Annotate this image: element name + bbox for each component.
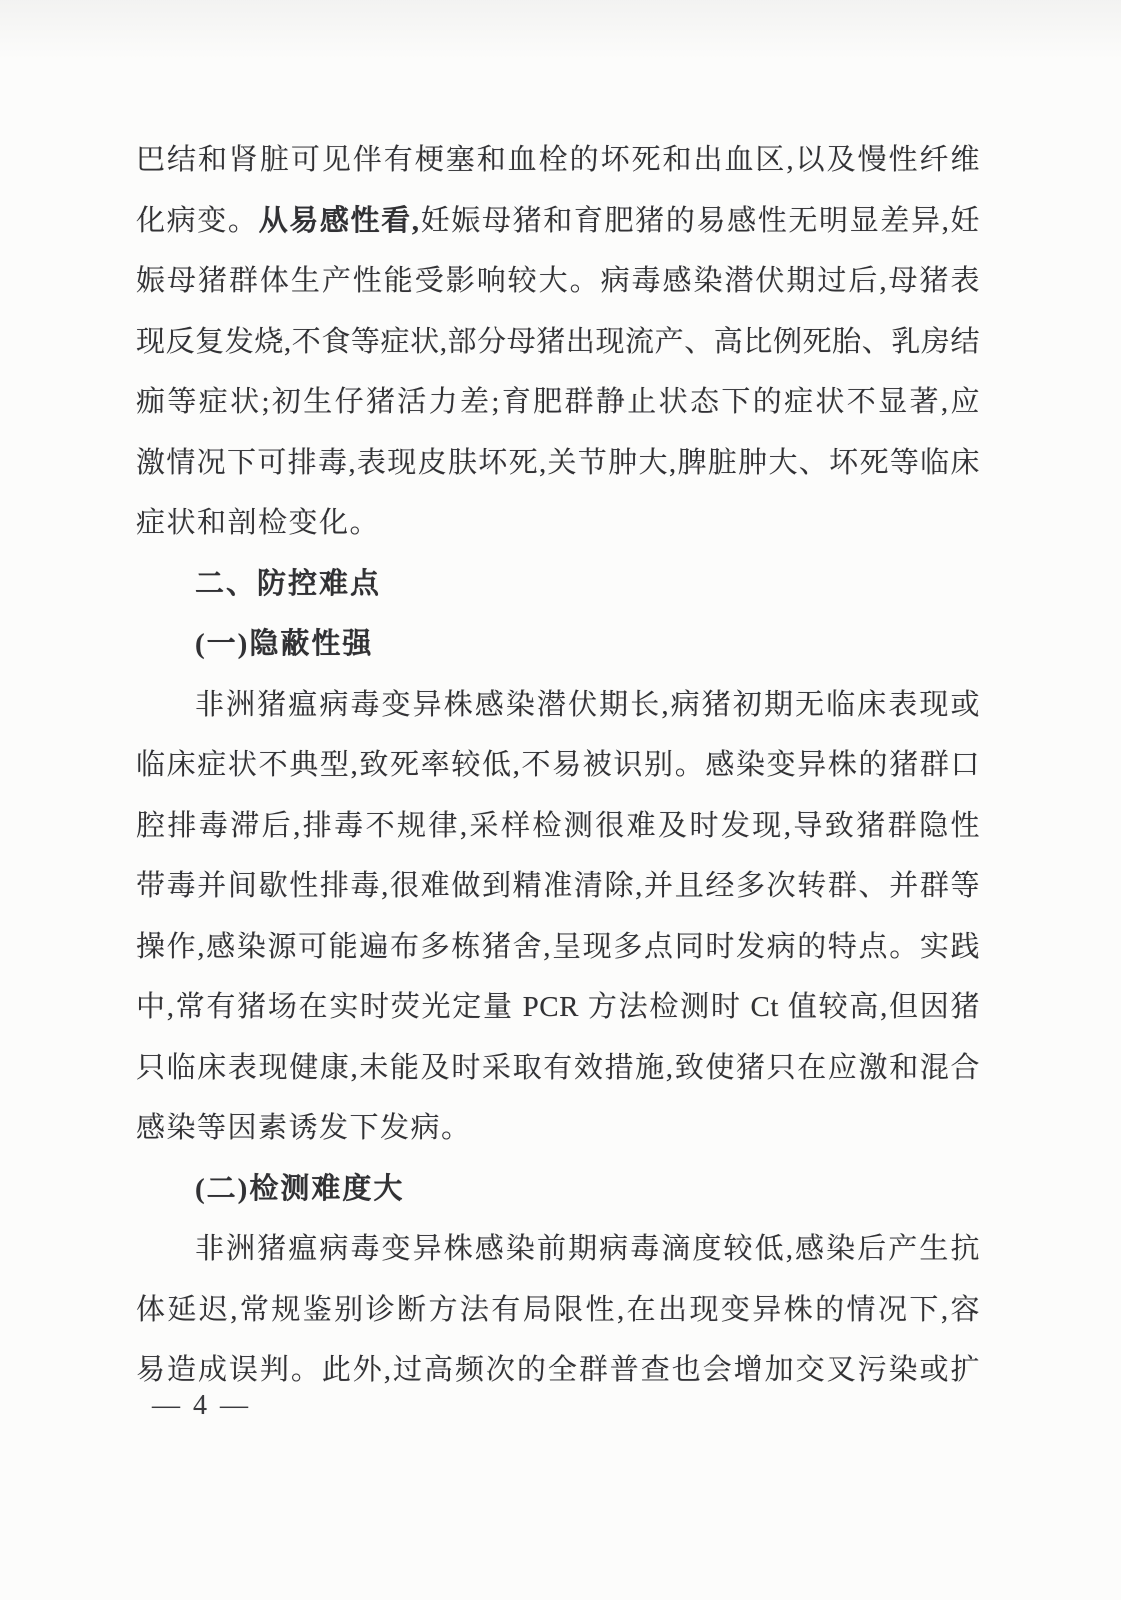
text-segment: 妊娠母猪和育肥猪的易感性无明显差异,妊: [419, 204, 980, 237]
text-line: [136, 493, 980, 554]
text-segment: 腔排毒滞后,排毒不规律,采样检测很难及时发现,导致猪群隐性: [136, 809, 980, 842]
text-line: [136, 130, 980, 191]
text-line: [136, 977, 980, 1038]
text-segment: 激情况下可排毒,表现皮肤坏死,关节肿大,脾脏肿大、坏死等临床: [136, 446, 980, 479]
text-line: [136, 675, 980, 736]
section-heading: [136, 554, 980, 615]
text-line: [136, 251, 980, 312]
text-segment: 非洲猪瘟病毒变异株感染潜伏期长,病猪初期无临床表现或: [195, 688, 980, 721]
text-segment: 娠母猪群体生产性能受影响较大。病毒感染潜伏期过后,母猪表: [136, 265, 980, 297]
page-number: — 4 —: [152, 1390, 251, 1421]
text-segment: 中,常有猪场在实时荧光定量 PCR 方法检测时 Ct 值较高,但因猪: [136, 991, 980, 1023]
text-segment: 体延迟,常规鉴别诊断方法有局限性,在出现变异株的情况下,容: [136, 1293, 980, 1326]
text-segment: (二)检测难度大: [195, 1172, 405, 1205]
text-segment: 二、防控难点: [195, 567, 382, 600]
text-line: [136, 856, 980, 917]
text-line: [136, 433, 980, 494]
text-line: [136, 1098, 980, 1159]
text-segment: 非洲猪瘟病毒变异株感染前期病毒滴度较低,感染后产生抗: [195, 1233, 980, 1265]
text-line: [136, 796, 980, 857]
text-segment: 操作,感染源可能遍布多栋猪舍,呈现多点同时发病的特点。实践: [136, 930, 980, 963]
text-line: [136, 1280, 980, 1341]
text-line: [136, 1038, 980, 1099]
text-segment: 巴结和肾脏可见伴有梗塞和血栓的坏死和出血区,以及慢性纤维: [136, 144, 980, 176]
text-line: [136, 372, 980, 433]
scan-noise-artifact: [0, 0, 1121, 60]
text-line: [136, 735, 980, 796]
text-segment: 从易感性看,: [258, 204, 420, 237]
text-segment: 症状和剖检变化。: [136, 507, 381, 539]
text-segment: 带毒并间歇性排毒,很难做到精准清除,并且经多次转群、并群等: [136, 870, 980, 902]
text-line: [136, 312, 980, 373]
text-segment: 只临床表现健康,未能及时采取有效措施,致使猪只在应激和混合: [136, 1051, 980, 1084]
text-segment: 痂等症状;初生仔猪活力差;育肥群静止状态下的症状不显著,应: [136, 386, 980, 418]
section-heading: [136, 1159, 980, 1220]
text-segment: 易造成误判。此外,过高频次的全群普查也会增加交叉污染或扩: [136, 1354, 980, 1386]
text-segment: (一)隐蔽性强: [195, 628, 374, 660]
document-body: [136, 130, 980, 1401]
text-line: [136, 1340, 980, 1401]
text-segment: 化病变。: [136, 204, 259, 237]
text-segment: 现反复发烧,不食等症状,部分母猪出现流产、高比例死胎、乳房结: [136, 325, 980, 358]
text-line: [136, 1219, 980, 1280]
text-line: [136, 917, 980, 978]
text-segment: 临床症状不典型,致死率较低,不易被识别。感染变异株的猪群口: [136, 749, 980, 781]
section-heading: [136, 614, 980, 675]
text-line: [136, 191, 980, 252]
text-segment: 感染等因素诱发下发病。: [136, 1112, 472, 1144]
